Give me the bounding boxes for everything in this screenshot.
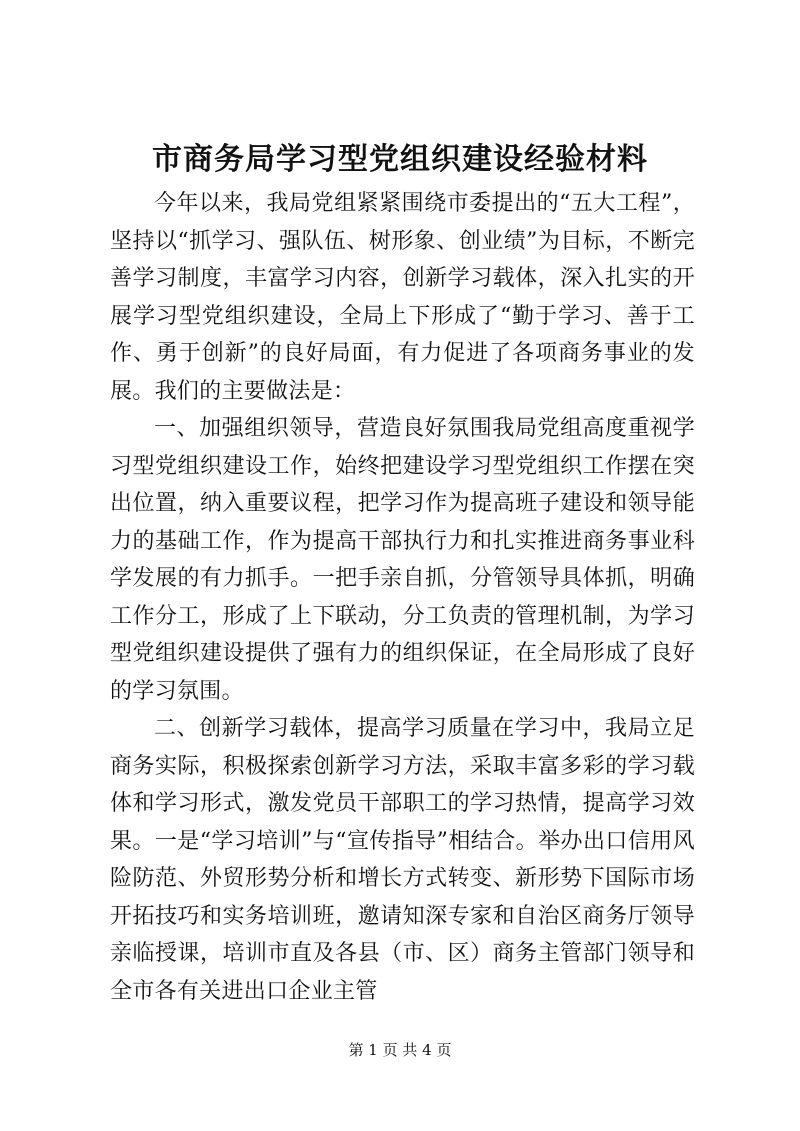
page-footer: 第 1 页 共 4 页 [348, 1041, 452, 1059]
document-title: 市商务局学习型党组织建设经验材料 [152, 142, 648, 177]
paragraph-section-1: 一、加强组织领导，营造良好氛围我局党组高度重视学习型党组织建设工作，始终把建设学习型党组织工作摆在突出位置，纳入重要议程，把学习作为提高班子建设和领导能力的基础工作，作为提高干部执行力和扎实推进商务事业科学发展的有力抓手。一把手亲自抓，分管领导具体抓，明确工作分工，形成了上下联动，分工负责的管理机制，为学习型党组织建设提供了强有力的组织保证，在全局形成了良好的学习氛围。 [110, 416, 695, 704]
document-body [110, 185, 695, 1010]
paragraph-intro: 今年以来，我局党组紧紧围绕市委提出的“五大工程”，坚持以“抓学习、强队伍、树形象、创业绩”为目标，不断完善学习制度，丰富学习内容，创新学习载体，深入扎实的开展学习型党组织建设，全局上下形成了“勤于学习、善于工作、勇于创新”的良好局面，有力促进了各项商务事业的发展。我们的主要做法是： [110, 191, 695, 404]
paragraph-section-2: 二、创新学习载体，提高学习质量在学习中，我局立足商务实际，积极探索创新学习方法，采取丰富多彩的学习载体和学习形式，激发党员干部职工的学习热情，提高学习效果。一是“学习培训”与“宣传指导”相结合。举办出口信用风险防范、外贸形势分析和增长方式转变、新形势下国际市场开拓技巧和实务培训班，邀请知深专家和自治区商务厅领导亲临授课，培训市直及各县（市、区）商务主管部门领导和全市各有关进出口企业主管 [110, 716, 695, 1004]
